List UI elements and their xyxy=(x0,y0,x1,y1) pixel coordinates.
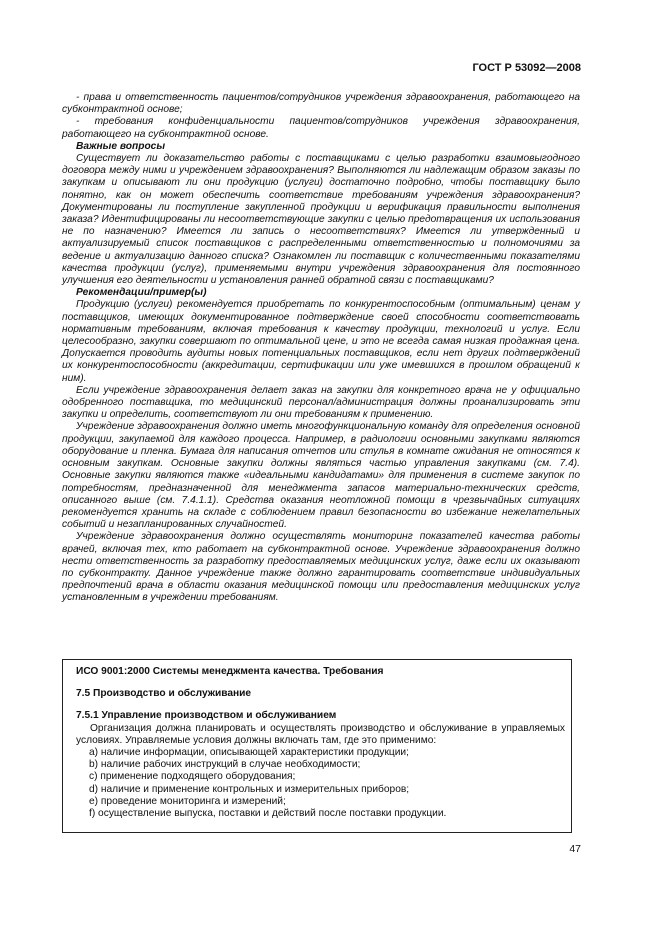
list-item: a) наличие информации, описывающей характеристики продукции; xyxy=(89,747,409,759)
recommendation-paragraph: Если учреждение здравоохранения делает заказ на закупки для конкретного врача не у официально одобренного поставщика, то медицинский персонал/администрация должны проанализировать эти закупки и определить, соответствуют ли они требованиям к применению. xyxy=(62,384,580,421)
document-id: ГОСТ Р 53092—2008 xyxy=(472,62,581,74)
list-item: c) применение подходящего оборудования; xyxy=(89,771,296,783)
list-item: d) наличие и применение контрольных и измерительных приборов; xyxy=(89,783,410,795)
list-item: e) проведение мониторинга и измерений; xyxy=(89,795,286,807)
bullet-item: - права и ответственность пациентов/сотрудников учреждения здравоохранения, работающего на субконтрактной основе; xyxy=(62,92,580,116)
iso-intro-text: Организация должна планировать и осуществлять производство и обслуживание в управляемых условиях. Управляемые условия должны включать там, где это применимо: xyxy=(76,722,565,746)
main-text xyxy=(62,92,580,605)
bullet-item: - требования конфиденциальности пациентов/сотрудников учреждения здравоохранения, работающего на субконтрактной основе. xyxy=(62,116,580,140)
recommendation-paragraph: Учреждение здравоохранения должно иметь многофункциональную команду для определения основной продукции, закупаемой для каждого процесса. Например, в радиологии основными закупками являются оборудование и пленка. Бумага для написания отчетов или стулья в комнате ожидания не относятся к основным закупкам. Основные закупки должны являться частью управления закупками (см. 7.4). Основные закупки являются также «идеальными кандидатами» для применения в системе закупок по потребностям, предназначенной для менеджмента запасов материально-технических средств, описанного выше (см. 7.4.1.1). Средства оказания неотложной помощи в чрезвычайных ситуациях рекомендуется хранить на складе с соблюдением правил безопасности во избежание нежелательных событий и незапланированных случайностей. xyxy=(62,421,580,531)
iso-standard-box xyxy=(62,659,572,833)
recommendation-paragraph: Учреждение здравоохранения должно осуществлять мониторинг показателей качества работы врачей, включая тех, кто работает на субконтрактной основе. Учреждение здравоохранения должно нести ответственность за разработку предоставляемых медицинских услуг, даже если их оказывают по субконтракту. Данное учреждение также должно гарантировать соответствие индивидуальных предпочтений врача в области оказания медицинской помощи или предоставления медицинских услуг установленным в учреждении требованиям. xyxy=(62,531,580,604)
iso-requirements-list xyxy=(76,747,565,820)
iso-box-title: ИСО 9001:2000 Системы менеджмента качества. Требования xyxy=(76,666,384,677)
iso-section-heading: 7.5 Производство и обслуживание xyxy=(76,688,252,700)
list-item: b) наличие рабочих инструкций в случае необходимости; xyxy=(89,759,361,771)
important-questions-text: Существует ли доказательство работы с поставщиками с целью разработки взаимовыгодного договора между ними и учреждением здравоохранения? Выполняются ли надлежащим образом заказы по закупкам и описывают ли они продукцию (услуги) достаточно подробно, чтобы поставщику было понятно, как он может обеспечить соответствие требованиям учреждения здравоохранения? Документированы ли поступление закупленной продукции и верификация правильности выполнения заказа? Идентифицированы ли несоответствующие закупки с целью предотвращения их использования не по назначению? Имеется ли запись о несоответствиях? Имеется ли утвержденный и актуализируемый список поставщиков с распределенными ответственностью и полномочиями за ведение и актуализацию данного списка? Ознакомлен ли поставщик с количественными показателями качества продукции (услуг), применяемыми внутри учреждения здравоохранения для постоянного улучшения его деятельности и установления ранней обратной связи с поставщиками? xyxy=(62,153,580,287)
list-item: f) осуществление выпуска, поставки и действий после поставки продукции. xyxy=(89,808,447,820)
page-number: 47 xyxy=(569,843,581,855)
recommendation-paragraph: Продукцию (услуги) рекомендуется приобретать по конкурентоспособным (оптимальным) ценам у поставщиков, имеющих документированное подтверждение своей способности соответствовать нормативным требованиям, включая требования к качеству продукции, технологий и услуг. Если целесообразно, закупки совершают по оптимальной цене, и это не всегда самая низкая продажная цена. Допускается проводить аудиты новых потенциальных поставщиков, если нет других подтверждений их конкурентоспособности (аккредитации, сертификации или уже имевшихся в прошлом обращений к ним). xyxy=(62,299,580,384)
recommendations-heading: Рекомендации/пример(ы) xyxy=(76,287,207,299)
important-questions-heading: Важные вопросы xyxy=(76,140,166,152)
iso-subsection-heading: 7.5.1 Управление производством и обслуживанием xyxy=(76,710,337,722)
